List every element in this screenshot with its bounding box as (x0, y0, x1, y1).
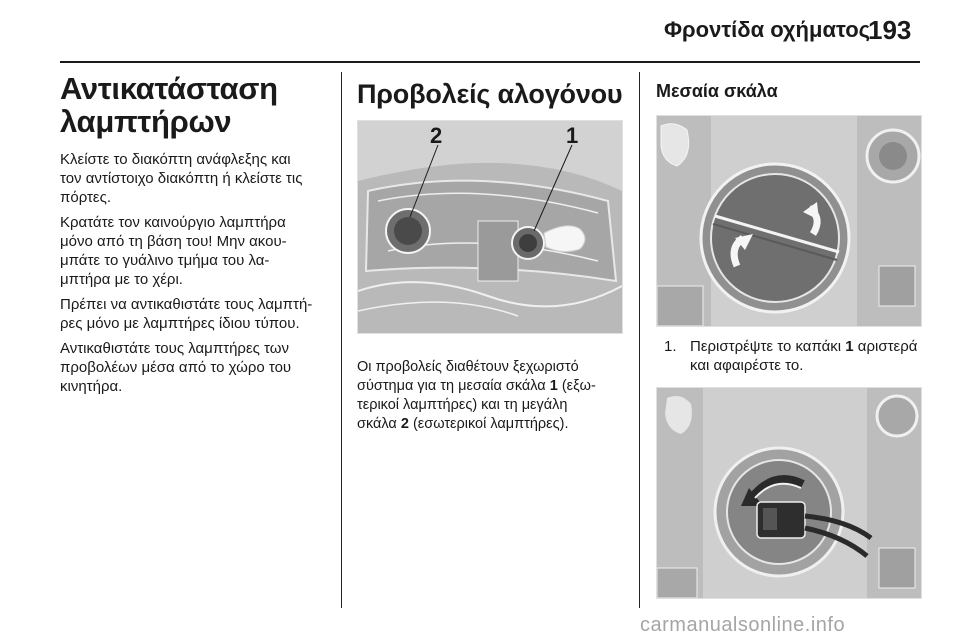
headlight-caption: Οι προβολείς διαθέτουν ξεχωριστό σύστημα για τη μεσαία σκάλα 1 (εξω- τερικοί λαμπτήρες) και τη μεγάλη σκάλα 2 (εσωτερικοί λαμπτήρες). (357, 359, 596, 432)
step-text: Περιστρέψτε το καπάκι 1 αριστερά και αφαιρέστε το. (690, 338, 918, 374)
heading-line: Αντικατάσταση (60, 71, 278, 106)
headlight-drawing (358, 121, 622, 333)
heading-line: λαμπτήρων (60, 104, 232, 139)
paragraph-same-type: Πρέπει να αντικαθιστάτε τους λαμπτή- ρες μόνο με λαμπτήρες ίδιου τύπου. (60, 296, 313, 332)
paragraph-engine-compartment: Αντικαθιστάτε τους λαμπτήρες των προβολέων μέσα από το χώρο του κινητήρα. (60, 340, 292, 395)
callout-label-1: 1 (566, 123, 579, 148)
column-divider-1 (341, 72, 342, 608)
watermark: carmanualsonline.info (640, 614, 846, 636)
column-halogen-headlights (357, 72, 625, 440)
page-number: 193 (868, 15, 912, 45)
headlight-illustration (357, 120, 623, 334)
section-heading-bulb-replacement (60, 72, 335, 138)
page-header (0, 0, 960, 62)
paragraph-hold-bulb: Κρατάτε τον καινούργιο λαμπτήρα μόνο από τη βάση του! Μην ακου- μπάτε το γυάλινο τμήμα του λα- μπτήρα με το χέρι. (60, 214, 287, 288)
paragraph-ignition: Κλείστε το διακόπτη ανάφλεξης και τον αντίστοιχο διακόπτη ή κλείστε τις πόρτες. (60, 151, 303, 206)
running-header-title: Φροντίδα οχήματος (664, 17, 871, 42)
section-heading-low-beam: Μεσαία σκάλα (656, 81, 778, 101)
column-divider-2 (639, 72, 640, 608)
column-low-beam (656, 72, 926, 599)
step-1 (656, 337, 926, 375)
cap-rotation-drawing (657, 116, 921, 326)
header-rule (60, 61, 920, 63)
section-heading-halogen: Προβολείς αλογόνου (357, 79, 623, 109)
connector-illustration (656, 387, 922, 599)
column-bulb-replacement (60, 72, 335, 402)
cap-removal-illustration (656, 115, 922, 327)
connector-drawing (657, 388, 921, 598)
callout-label-2: 2 (430, 123, 443, 148)
step-number: 1. (664, 338, 677, 355)
